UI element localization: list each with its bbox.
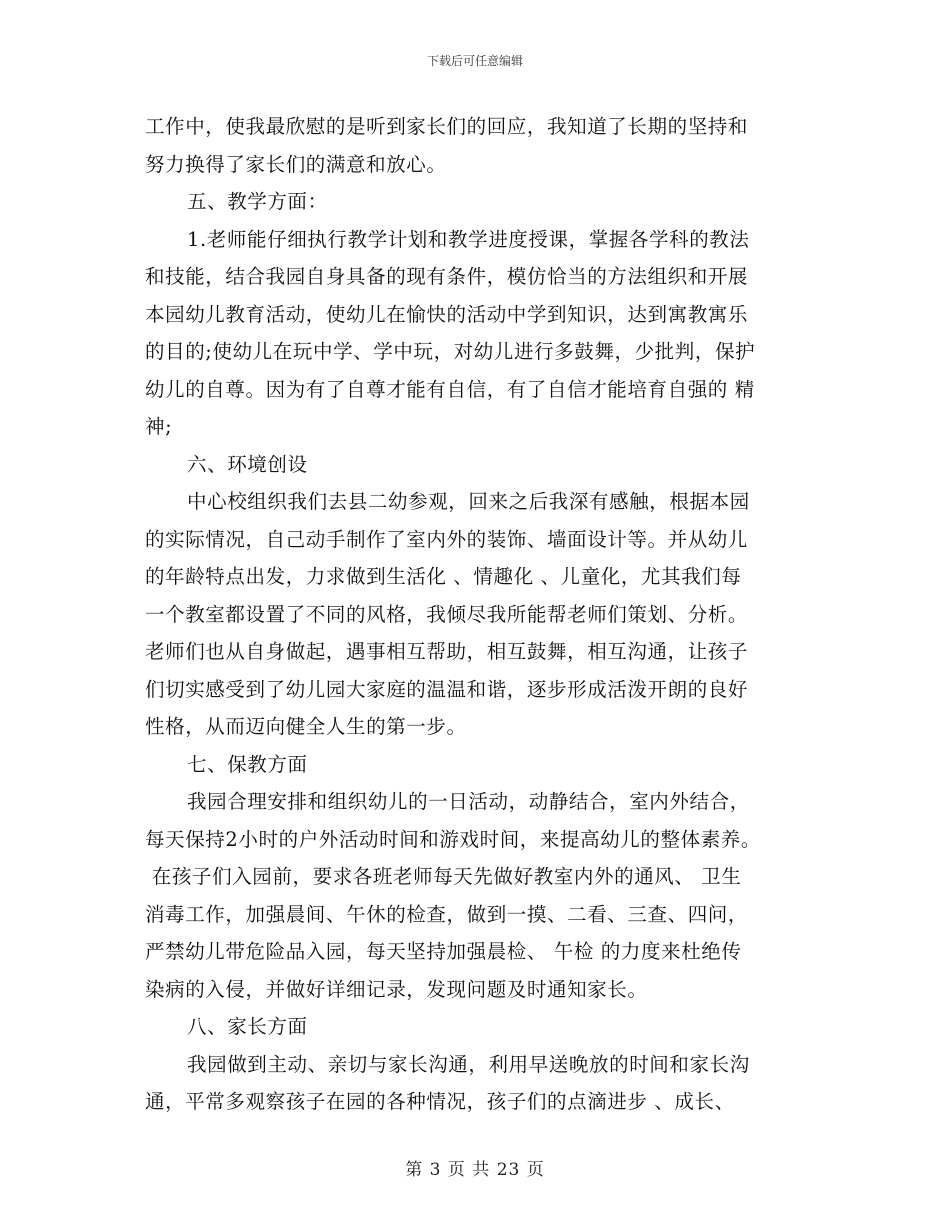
text-line: 在孩子们入园前，要求各班老师每天先做好教室内外的通风、 卫生 <box>145 865 742 888</box>
text-line: 染病的入侵，并做好详细记录，发现问题及时通知家长。 <box>145 977 648 1001</box>
text-line: 一个教室都设置了不同的风格，我倾尽我所能帮老师们策划、分析。 <box>145 602 749 626</box>
text-line: 的实际情况，自己动手制作了室内外的装饰、墙面设计等。并从幼儿 <box>145 527 749 551</box>
text-line: 性格，从而迈向健全人生的第一步。 <box>145 715 467 738</box>
text-line: 幼儿的自尊。因为有了自尊才能有自信，有了自信才能培育自强的 精 <box>145 377 755 401</box>
text-line: 1.老师能仔细执行教学计划和教学进度授课，掌握各学科的教法 <box>187 227 750 251</box>
text-line: 和技能，结合我园自身具备的现有条件，模仿恰当的方法组织和开展 <box>145 265 749 288</box>
text-line: 消毒工作，加强晨间、午休的检查，做到一摸、二看、三查、四问， <box>145 902 749 926</box>
section-heading: 五、教学方面： <box>187 190 328 213</box>
page-footer: 第 3 页 共 23 页 <box>405 1160 545 1180</box>
text-line: 的年龄特点出发，力求做到生活化 、情趣化 、儿童化，尤其我们每 <box>145 565 742 588</box>
text-line: 严禁幼儿带危险品入园，每天坚持加强晨检、 午检 的力度来杜绝传 <box>145 940 742 963</box>
text-line: 神; <box>145 415 173 438</box>
section-heading: 六、环境创设 <box>187 452 308 476</box>
text-line: 每天保持2小时的户外活动时间和游戏时间，来提高幼儿的整体素养。 <box>145 827 762 851</box>
page-header: 下载后可任意编辑 <box>426 54 523 68</box>
text-line: 工作中，使我最欣慰的是听到家长们的回应，我知道了长期的坚持和 <box>145 115 749 138</box>
text-line: 我园合理安排和组织幼儿的一日活动，动静结合，室内外结合， <box>187 790 750 813</box>
text-line: 本园幼儿教育活动，使幼儿在愉快的活动中学到知识，达到寓教寓乐 <box>145 302 749 326</box>
text-line: 努力换得了家长们的满意和放心。 <box>145 152 447 176</box>
text-line: 的目的;使幼儿在玩中学、学中玩，对幼儿进行多鼓舞，少批判，保护 <box>145 340 756 363</box>
text-line: 中心校组织我们去县二幼参观，回来之后我深有感触，根据本园 <box>187 490 750 513</box>
text-line: 通，平常多观察孩子在园的各种情况，孩子们的点滴进步 、成长、 <box>145 1090 735 1113</box>
text-line: 们切实感受到了幼儿园大家庭的温温和谐，逐步形成活泼开朗的良好 <box>145 677 749 701</box>
section-heading: 七、保教方面 <box>187 752 308 776</box>
section-heading: 八、家长方面 <box>187 1015 308 1038</box>
text-line: 我园做到主动、亲切与家长沟通，利用早送晚放的时间和家长沟 <box>187 1052 750 1076</box>
document-body <box>145 108 805 1121</box>
text-line: 老师们也从自身做起，遇事相互帮助，相互鼓舞，相互沟通，让孩子 <box>145 640 749 663</box>
